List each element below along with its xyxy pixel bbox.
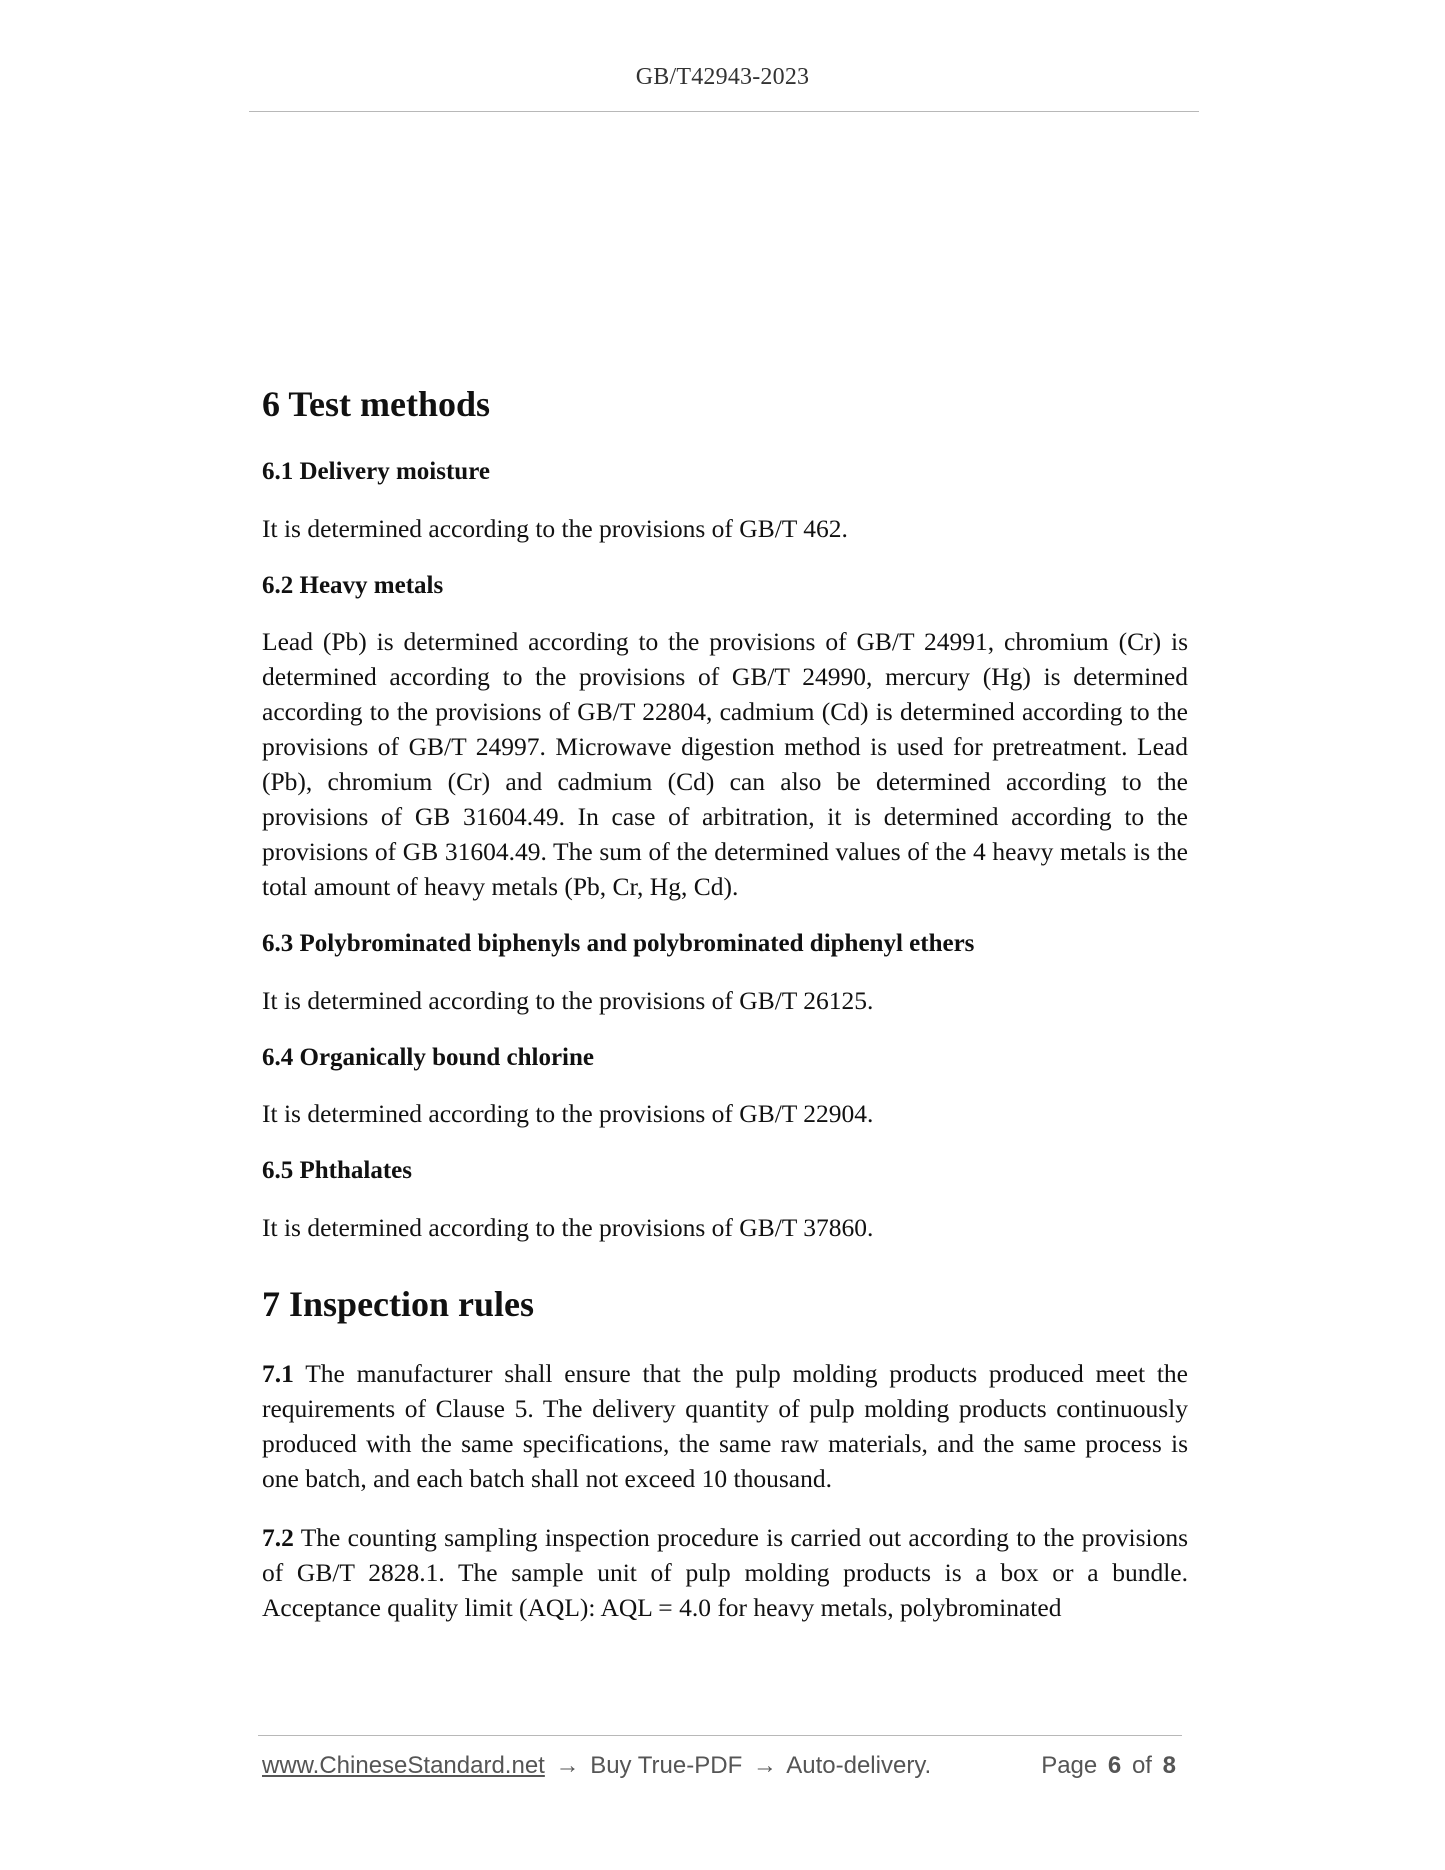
section-7-title: 7 Inspection rules <box>262 1283 535 1324</box>
document-body <box>262 383 1188 1649</box>
subsection-6-3-heading: 6.3 Polybrominated biphenyls and polybrominated diphenyl ethers <box>262 930 975 958</box>
subsection-6-5-heading: 6.5 Phthalates <box>262 1157 412 1185</box>
subsection-6-3-text: It is determined according to the provisions of GB/T 26125. <box>262 985 874 1015</box>
clause-7-2-text: The counting sampling inspection procedure is carried out according to the provisions of GB/T 2828.1. The sample unit of pulp molding products is a box or a bundle. Acceptance quality limit (AQL): AQL = 4.0 for heavy metals, polybrominated <box>262 1522 1188 1622</box>
clause-7-2-number: 7.2 <box>262 1522 294 1552</box>
subsection-6-1-text: It is determined according to the provisions of GB/T 462. <box>262 513 848 543</box>
clause-7-1-number: 7.1 <box>262 1358 294 1388</box>
clause-7-1 <box>262 1356 1188 1496</box>
footer-divider <box>258 1735 1182 1736</box>
page-label: Page <box>1041 1752 1098 1779</box>
page-current: 6 <box>1107 1752 1122 1779</box>
subsection-6-4-text: It is determined according to the provisions of GB/T 22904. <box>262 1099 874 1129</box>
subsection-6-2-text: Lead (Pb) is determined according to the provisions of GB/T 24991, chromium (Cr) is determined according to the provisions of GB/T 24990, mercury (Hg) is determined according to the provisions of GB/T 22804, cadmium (Cd) is determined according to the provisions of GB/T 24997. Microwave digestion method is used for pretreatment. Lead (Pb), chromium (Cr) and cadmium (Cd) can also be determined according to the provisions of GB 31604.49. In case of arbitration, it is determined according to the provisions of GB 31604.49. The sum of the determined values of the 4 heavy metals is the total amount of heavy metals (Pb, Cr, Hg, Cd). <box>262 627 1188 902</box>
arrow-right-icon: → <box>752 1752 777 1779</box>
section-6-title: 6 Test methods <box>262 384 491 424</box>
subsection-6-4-heading: 6.4 Organically bound chlorine <box>262 1043 594 1071</box>
page-of-label: of <box>1131 1752 1152 1779</box>
subsection-6-2-heading: 6.2 Heavy metals <box>262 571 444 599</box>
page-total: 8 <box>1162 1752 1176 1779</box>
buy-true-pdf-text: Buy True-PDF <box>590 1752 743 1779</box>
auto-delivery-text: Auto-delivery. <box>786 1752 932 1779</box>
site-link[interactable]: www.ChineseStandard.net <box>262 1752 545 1779</box>
page-number <box>1041 1752 1180 1780</box>
subsection-6-1-heading: 6.1 Delivery moisture <box>262 458 490 486</box>
arrow-right-icon: → <box>555 1752 580 1779</box>
clause-7-2 <box>262 1520 1188 1625</box>
clause-7-1-text: The manufacturer shall ensure that the pulp molding products produced meet the requirements of Clause 5. The delivery quantity of pulp molding products continuously produced with the same specifications, the same raw materials, and the same process is one batch, and each batch shall not exceed 10 thousand. <box>262 1358 1188 1493</box>
subsection-6-5-text: It is determined according to the provisions of GB/T 37860. <box>262 1212 874 1242</box>
header-divider <box>249 111 1199 112</box>
footer-promo <box>262 1752 931 1780</box>
document-header-code: GB/T42943-2023 <box>635 64 810 90</box>
